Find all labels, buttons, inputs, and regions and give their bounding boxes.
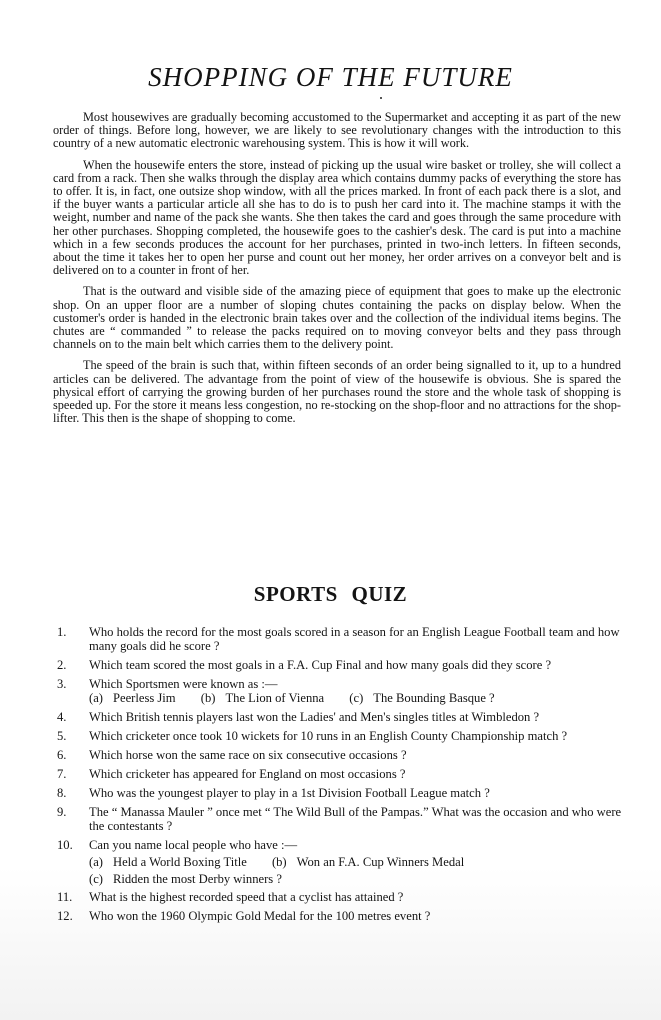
quiz-question xyxy=(57,909,627,923)
question-text: Which cricketer has appeared for England on most occasions ? xyxy=(89,767,406,781)
quiz-question xyxy=(57,767,627,781)
article-paragraph: That is the outward and visible side of the amazing piece of equipment that goes to make up the electronic shop. On an upper floor are a number of sloping chutes containing the packs on display below. When the customer's order is handed in the electronic brain takes over and the collection of the individual items begins. The chutes are “ commanded ” to release the packs required on to moving conveyor belts and they pass through channels on to the main belt which carries them to the delivery point. xyxy=(53,284,621,352)
question-number: 6. xyxy=(57,748,67,762)
question-options xyxy=(89,691,627,705)
question-number: 1. xyxy=(57,625,67,639)
question-text: Can you name local people who have :— xyxy=(89,838,298,852)
question-text: Who was the youngest player to play in a 1st Division Football League match ? xyxy=(89,786,490,800)
quiz-question xyxy=(57,729,627,743)
question-number: 12. xyxy=(57,909,73,923)
option-text: Held a World Boxing Title xyxy=(112,855,247,869)
option-text: The Lion of Vienna xyxy=(225,691,325,705)
quiz-question xyxy=(57,625,627,653)
question-text: The “ Manassa Mauler ” once met “ The Wild Bull of the Pampas.” What was the occasion and who were the contestants ? xyxy=(89,805,622,833)
question-number: 4. xyxy=(57,710,67,724)
question-text: Which British tennis players last won the Ladies' and Men's singles titles at Wimbledon ? xyxy=(89,710,540,724)
question-text: Who won the 1960 Olympic Gold Medal for the 100 metres event ? xyxy=(89,909,431,923)
quiz-question xyxy=(57,677,627,705)
article-body xyxy=(53,111,621,433)
option-text: Peerless Jim xyxy=(112,691,176,705)
option-label: (c) xyxy=(349,691,364,705)
article-paragraph: When the housewife enters the store, instead of picking up the usual wire basket or trolley, she will collect a card from a rack. Then she walks through the display area which contains dummy packs of everything the store has to offer. It is, in fact, one outsize shop window, with all the prices marked. In front of each pack there is a slot, and if the buyer wants a particular article all she has to do is to push her card into it. The machine stamps it with the weight, number and name of the pack she wants. She then takes the card and goes through the same procedure with her other purchases. Shopping completed, the housewife goes to the cashier's desk. The card is put into a machine which in a few seconds produces the account for her purchases, printed in two-inch letters. In fifteen seconds, about the time it takes her to open her purse and count out her money, her order arrives on a conveyor belt and is delivered on to a counter in front of her. xyxy=(53,157,621,278)
question-number: 10. xyxy=(57,838,73,852)
question-options xyxy=(89,855,627,869)
question-number: 9. xyxy=(57,805,67,819)
article-title: SHOPPING OF THE FUTURE xyxy=(148,62,513,92)
option-label: (b) xyxy=(271,855,287,869)
option-text: The Bounding Basque ? xyxy=(373,691,495,705)
question-text: Which team scored the most goals in a F.A. Cup Final and how many goals did they score ? xyxy=(89,658,552,672)
stray-mark xyxy=(380,97,382,99)
question-number: 11. xyxy=(57,890,73,904)
question-number: 3. xyxy=(57,677,67,691)
quiz-question xyxy=(57,658,627,672)
question-text: Who holds the record for the most goals scored in a season for an English League Football team and how many goals did he score ? xyxy=(89,625,620,653)
quiz-question xyxy=(57,748,627,762)
option-label: (a) xyxy=(89,691,103,705)
option-label: (a) xyxy=(89,855,103,869)
quiz-question xyxy=(57,710,627,724)
question-number: 5. xyxy=(57,729,67,743)
question-text: Which cricketer once took 10 wickets for 10 runs in an English County Championship match ? xyxy=(89,729,568,743)
quiz-question-list xyxy=(57,625,627,928)
question-number: 8. xyxy=(57,786,67,800)
quiz-title: SPORTS QUIZ xyxy=(253,582,408,606)
question-number: 7. xyxy=(57,767,67,781)
option-label: (c) xyxy=(89,872,103,886)
article-paragraph: The speed of the brain is such that, within fifteen seconds of an order being signalled to it, up to a hundred articles can be delivered. The advantage from the point of view of the housewife is obvious. She is spared the physical effort of carrying the growing burden of her purchases round the store and the whole task of shopping is speeded up. For the store it means less congestion, no re-stocking on the shop-floor and no attractions for the shop-lifter. This then is the shape of shopping to come. xyxy=(53,358,621,426)
quiz-question xyxy=(57,786,627,800)
question-text: Which Sportsmen were known as :— xyxy=(89,677,278,691)
quiz-question xyxy=(57,890,627,904)
question-options xyxy=(89,872,627,886)
option-label: (b) xyxy=(200,691,216,705)
article-paragraph: Most housewives are gradually becoming accustomed to the Supermarket and accepting it as part of the new order of things. Before long, however, we are likely to see revolutionary changes with the introduction to this country of a new automatic electronic warehousing system. This is how it will work. xyxy=(53,110,621,151)
quiz-question xyxy=(57,805,627,833)
question-text: What is the highest recorded speed that a cyclist has attained ? xyxy=(89,890,404,904)
option-text: Won an F.A. Cup Winners Medal xyxy=(296,855,465,869)
quiz-question xyxy=(57,838,627,886)
question-number: 2. xyxy=(57,658,67,672)
option-text: Ridden the most Derby winners ? xyxy=(112,872,282,886)
question-text: Which horse won the same race on six consecutive occasions ? xyxy=(89,748,407,762)
